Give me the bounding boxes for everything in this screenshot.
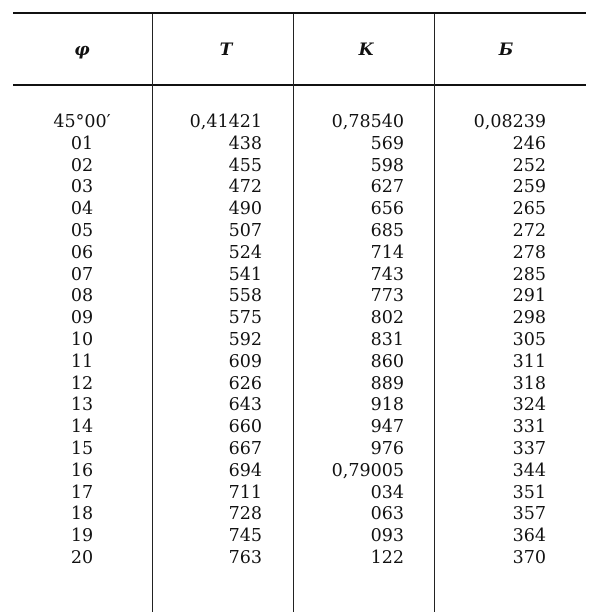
cell-b: 285: [512, 264, 546, 285]
cell-t: 592: [228, 329, 262, 350]
cell-phi: 20: [70, 547, 94, 568]
cell-k: 773: [370, 286, 404, 307]
cell-t: 626: [228, 373, 262, 394]
cell-phi: 15: [70, 438, 94, 459]
cell-t: 0,41421: [189, 112, 262, 132]
cell-b: 337: [512, 438, 546, 459]
cell-phi: 12: [70, 373, 94, 394]
cell-k: 627: [370, 177, 404, 198]
cell-b: 252: [512, 155, 546, 176]
cell-b: 318: [512, 373, 546, 394]
cell-k: 860: [370, 351, 404, 372]
cell-t: 438: [228, 133, 262, 154]
cell-k: 093: [370, 526, 404, 547]
cell-k: 918: [370, 395, 404, 416]
cell-phi: 19: [70, 526, 94, 547]
cell-b: 278: [512, 242, 546, 263]
column-phi: [30, 112, 134, 570]
header-b: Б: [498, 40, 514, 60]
column-divider-3: [434, 14, 435, 612]
cell-b: 370: [512, 547, 546, 568]
cell-phi: 45°00′: [53, 112, 111, 132]
cell-t: 609: [228, 351, 262, 372]
cell-phi: 06: [70, 242, 94, 263]
cell-t: 643: [228, 395, 262, 416]
cell-b: 259: [512, 177, 546, 198]
cell-phi: 11: [70, 351, 94, 372]
cell-t: 524: [228, 242, 262, 263]
cell-k: 889: [370, 373, 404, 394]
cell-b: 331: [512, 417, 546, 438]
cell-phi: 02: [70, 155, 94, 176]
cell-t: 667: [228, 438, 262, 459]
cell-phi: 17: [70, 482, 94, 503]
cell-phi: 01: [70, 133, 94, 154]
cell-b: 265: [512, 199, 546, 220]
cell-k: 802: [370, 308, 404, 329]
cell-k: 063: [370, 504, 404, 525]
column-k: [310, 112, 404, 570]
cell-t: 541: [228, 264, 262, 285]
cell-b: 351: [512, 482, 546, 503]
cell-t: 575: [228, 308, 262, 329]
cell-b: 0,08239: [473, 112, 546, 132]
cell-k: 034: [370, 482, 404, 503]
header-rule: [13, 84, 586, 86]
cell-k: 976: [370, 438, 404, 459]
cell-k: 656: [370, 199, 404, 220]
cell-t: 728: [228, 504, 262, 525]
cell-phi: 18: [70, 504, 94, 525]
column-b: [450, 112, 546, 570]
cell-b: 291: [512, 286, 546, 307]
cell-t: 694: [228, 460, 262, 481]
header-t: T: [219, 40, 233, 60]
cell-k: 947: [370, 417, 404, 438]
cell-b: 305: [512, 329, 546, 350]
cell-phi: 08: [70, 286, 94, 307]
cell-t: 490: [228, 199, 262, 220]
cell-b: 298: [512, 308, 546, 329]
column-t: [150, 112, 262, 570]
cell-phi: 04: [70, 199, 94, 220]
cell-k: 831: [370, 329, 404, 350]
cell-k: 743: [370, 264, 404, 285]
cell-phi: 03: [70, 177, 94, 198]
cell-phi: 10: [70, 329, 94, 350]
cell-t: 507: [228, 220, 262, 241]
cell-phi: 16: [70, 460, 94, 481]
cell-t: 472: [228, 177, 262, 198]
cell-t: 711: [228, 482, 262, 503]
cell-k: 0,79005: [331, 460, 404, 481]
cell-k: 714: [370, 242, 404, 263]
cell-k: 569: [370, 133, 404, 154]
cell-b: 364: [512, 526, 546, 547]
cell-phi: 07: [70, 264, 94, 285]
cell-b: 272: [512, 220, 546, 241]
cell-k: 685: [370, 220, 404, 241]
cell-phi: 14: [70, 417, 94, 438]
cell-phi: 09: [70, 308, 94, 329]
cell-t: 455: [228, 155, 262, 176]
header-k: K: [358, 40, 374, 60]
cell-k: 0,78540: [331, 112, 404, 132]
cell-b: 324: [512, 395, 546, 416]
cell-k: 598: [370, 155, 404, 176]
cell-phi: 05: [70, 220, 94, 241]
cell-b: 246: [512, 133, 546, 154]
top-rule: [13, 12, 586, 14]
cell-t: 763: [228, 547, 262, 568]
column-divider-2: [293, 14, 294, 612]
cell-t: 558: [228, 286, 262, 307]
cell-t: 660: [228, 417, 262, 438]
cell-phi: 13: [70, 395, 94, 416]
cell-k: 122: [370, 547, 404, 568]
cell-t: 745: [228, 526, 262, 547]
header-phi: φ: [74, 40, 90, 60]
cell-b: 344: [512, 460, 546, 481]
cell-b: 357: [512, 504, 546, 525]
cell-b: 311: [512, 351, 546, 372]
